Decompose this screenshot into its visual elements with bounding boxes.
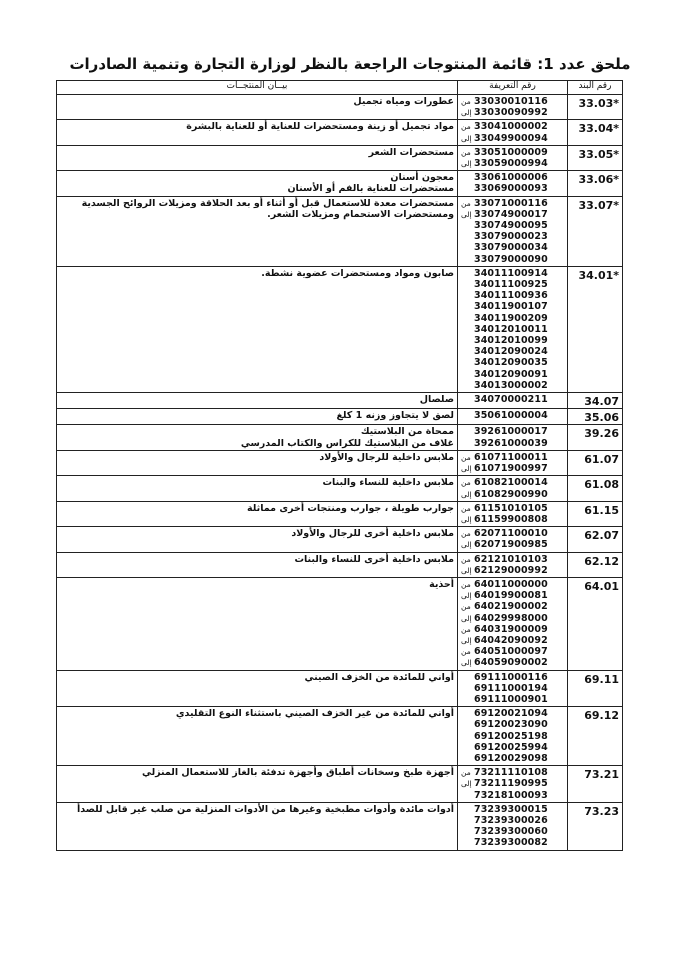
tariff-code: 69120025198 bbox=[474, 730, 548, 742]
tariff-code-line bbox=[461, 324, 564, 335]
range-prefix: من bbox=[461, 624, 471, 634]
tariff-codes bbox=[458, 552, 568, 577]
range-prefix: من bbox=[461, 602, 471, 612]
range-prefix: من bbox=[461, 529, 471, 539]
tariff-code: 69111000116 bbox=[474, 671, 548, 683]
tariff-code-line bbox=[461, 290, 564, 301]
header-tariff-code: رقم التعريفة bbox=[458, 81, 568, 95]
tariff-code-line bbox=[461, 635, 564, 646]
item-number: 33.06* bbox=[568, 171, 623, 196]
tariff-code: 33071000116 bbox=[474, 197, 548, 209]
item-number: 73.23 bbox=[568, 802, 623, 850]
tariff-code-line bbox=[461, 624, 564, 635]
tariff-codes bbox=[458, 120, 568, 145]
range-prefix bbox=[461, 438, 473, 449]
tariff-code: 34013000002 bbox=[474, 379, 548, 391]
tariff-codes bbox=[458, 95, 568, 120]
tariff-codes bbox=[458, 409, 568, 425]
tariff-code: 33051000009 bbox=[474, 146, 548, 158]
description-line: أواني للمائدة من الخزف الصيني bbox=[304, 671, 454, 683]
product-description bbox=[57, 196, 458, 266]
tariff-code: 34011900107 bbox=[474, 301, 548, 313]
description-line: صابون ومواد ومستحضرات عضوية نشطة. bbox=[261, 267, 454, 279]
document-title: ملحق عدد 1: قائمة المنتوجات الراجعة بالنظر لوزارة التجارة وتنمية الصادرات bbox=[69, 55, 631, 73]
range-prefix: إلى bbox=[461, 613, 472, 623]
tariff-code-line bbox=[461, 804, 564, 815]
item-number: 33.05* bbox=[568, 145, 623, 170]
item-number: 61.08 bbox=[568, 476, 623, 501]
table-header-row bbox=[57, 81, 623, 95]
table-row bbox=[57, 171, 623, 196]
tariff-codes bbox=[458, 577, 568, 670]
tariff-code-line bbox=[461, 815, 564, 826]
tariff-code: 64059090002 bbox=[474, 657, 548, 669]
range-prefix bbox=[461, 242, 473, 253]
range-prefix: إلى bbox=[461, 779, 472, 789]
tariff-code: 35061000004 bbox=[474, 410, 548, 422]
range-prefix bbox=[461, 410, 473, 421]
tariff-code: 33049900094 bbox=[474, 132, 548, 144]
tariff-code-line bbox=[461, 565, 564, 576]
tariff-code-line bbox=[461, 268, 564, 279]
range-prefix bbox=[461, 357, 473, 368]
tariff-codes bbox=[458, 171, 568, 196]
description-line: أدوات مائدة وأدوات مطبخية وغيرها من الأدوات المنزلية من صلب غير قابل للصدأ bbox=[77, 803, 454, 815]
product-description bbox=[57, 120, 458, 145]
tariff-code: 64011000000 bbox=[474, 578, 548, 590]
tariff-code-line bbox=[461, 463, 564, 474]
description-line: عطورات ومياه تجميل bbox=[353, 96, 454, 107]
item-number: 62.07 bbox=[568, 527, 623, 552]
tariff-codes bbox=[458, 266, 568, 392]
tariff-code-line bbox=[461, 172, 564, 183]
table-row bbox=[57, 766, 623, 803]
tariff-code: 69120029098 bbox=[474, 752, 548, 764]
item-number: 69.11 bbox=[568, 670, 623, 707]
tariff-code: 62129000992 bbox=[474, 564, 548, 576]
tariff-code-line bbox=[461, 279, 564, 290]
tariff-code: 64029998000 bbox=[474, 612, 548, 624]
range-prefix: من bbox=[461, 647, 471, 657]
range-prefix bbox=[461, 183, 473, 194]
range-prefix bbox=[461, 837, 473, 848]
product-description bbox=[57, 802, 458, 850]
tariff-code-line bbox=[461, 731, 564, 742]
range-prefix bbox=[461, 231, 473, 242]
tariff-code-line bbox=[461, 158, 564, 169]
tariff-codes bbox=[458, 670, 568, 707]
tariff-code: 33079000023 bbox=[474, 231, 548, 243]
tariff-code-line bbox=[461, 579, 564, 590]
tariff-code: 33074900095 bbox=[474, 220, 548, 232]
tariff-code: 34011100914 bbox=[474, 267, 548, 279]
tariff-code: 62071900985 bbox=[474, 539, 548, 551]
description-line: مواد تجميل أو زينة ومستحضرات للعناية أو للعناية بالبشرة bbox=[186, 121, 454, 133]
range-prefix bbox=[461, 731, 473, 742]
product-description bbox=[57, 95, 458, 120]
tariff-code: 73239300082 bbox=[474, 837, 548, 849]
range-prefix: إلى bbox=[461, 565, 472, 575]
range-prefix: إلى bbox=[461, 209, 472, 219]
range-prefix bbox=[461, 826, 473, 837]
description-line: ملابس داخلية للرجال والأولاد bbox=[319, 451, 454, 463]
product-description bbox=[57, 707, 458, 766]
tariff-code: 61082100014 bbox=[474, 477, 548, 489]
tariff-code-line bbox=[461, 313, 564, 324]
description-line: ممحاة من البلاستيك bbox=[360, 426, 454, 438]
item-number: 61.15 bbox=[568, 501, 623, 526]
range-prefix bbox=[461, 172, 473, 183]
tariff-code-line bbox=[461, 254, 564, 265]
tariff-codes bbox=[458, 393, 568, 409]
tariff-code-line bbox=[461, 489, 564, 500]
table-row bbox=[57, 802, 623, 850]
tariff-code: 69111000901 bbox=[474, 693, 548, 705]
tariff-code-line bbox=[461, 539, 564, 550]
tariff-code-line bbox=[461, 96, 564, 107]
tariff-code-line bbox=[461, 778, 564, 789]
tariff-code: 34070000211 bbox=[474, 394, 548, 406]
table-row bbox=[57, 95, 623, 120]
tariff-code-line bbox=[461, 837, 564, 848]
tariff-code-line bbox=[461, 335, 564, 346]
item-number: 33.04* bbox=[568, 120, 623, 145]
tariff-code-line bbox=[461, 242, 564, 253]
range-prefix bbox=[461, 324, 473, 335]
tariff-code-line bbox=[461, 477, 564, 488]
tariff-code-line bbox=[461, 410, 564, 421]
item-number: 33.03* bbox=[568, 95, 623, 120]
tariff-code-line bbox=[461, 590, 564, 601]
tariff-code: 34012090035 bbox=[474, 357, 548, 369]
product-description bbox=[57, 577, 458, 670]
tariff-code: 33069000093 bbox=[474, 183, 548, 195]
product-description bbox=[57, 670, 458, 707]
tariff-code: 61082900990 bbox=[474, 488, 548, 500]
tariff-code: 73218100093 bbox=[474, 789, 548, 801]
tariff-codes bbox=[458, 501, 568, 526]
tariff-code-line bbox=[461, 767, 564, 778]
tariff-code-line bbox=[461, 683, 564, 694]
tariff-code: 33061000006 bbox=[474, 172, 548, 184]
tariff-code: 64031900009 bbox=[474, 623, 548, 635]
tariff-code-line bbox=[461, 133, 564, 144]
table-row bbox=[57, 577, 623, 670]
product-description bbox=[57, 527, 458, 552]
tariff-code: 33030090992 bbox=[474, 107, 548, 119]
tariff-code-line bbox=[461, 346, 564, 357]
tariff-code-line bbox=[461, 147, 564, 158]
tariff-code: 33079000034 bbox=[474, 242, 548, 254]
products-table bbox=[56, 80, 623, 851]
header-item-number: رقم البند bbox=[568, 81, 623, 95]
tariff-code: 34012090091 bbox=[474, 368, 548, 380]
range-prefix: من bbox=[461, 147, 471, 157]
range-prefix bbox=[461, 279, 473, 290]
table-row bbox=[57, 501, 623, 526]
tariff-code: 69120023090 bbox=[474, 719, 548, 731]
table-row bbox=[57, 145, 623, 170]
range-prefix: من bbox=[461, 478, 471, 488]
tariff-code-line bbox=[461, 694, 564, 705]
range-prefix: إلى bbox=[461, 133, 472, 143]
range-prefix bbox=[461, 380, 473, 391]
tariff-code: 34012010099 bbox=[474, 335, 548, 347]
tariff-code-line bbox=[461, 452, 564, 463]
product-description bbox=[57, 425, 458, 450]
tariff-code: 61071100011 bbox=[474, 451, 548, 463]
table-row bbox=[57, 120, 623, 145]
range-prefix: إلى bbox=[461, 159, 472, 169]
range-prefix: إلى bbox=[461, 489, 472, 499]
product-description bbox=[57, 409, 458, 425]
tariff-code-line bbox=[461, 790, 564, 801]
tariff-code-line bbox=[461, 753, 564, 764]
description-line: غلاف من البلاستيك للكراس والكتاب المدرسي bbox=[240, 437, 454, 449]
range-prefix bbox=[461, 719, 473, 730]
range-prefix bbox=[461, 290, 473, 301]
tariff-code-line bbox=[461, 742, 564, 753]
range-prefix bbox=[461, 804, 473, 815]
tariff-code: 34012010011 bbox=[474, 323, 548, 335]
table-row bbox=[57, 266, 623, 392]
table-row bbox=[57, 670, 623, 707]
item-number: 34.07 bbox=[568, 393, 623, 409]
item-number: 69.12 bbox=[568, 707, 623, 766]
product-description bbox=[57, 145, 458, 170]
tariff-codes bbox=[458, 425, 568, 450]
range-prefix: إلى bbox=[461, 658, 472, 668]
tariff-code: 64042090092 bbox=[474, 634, 548, 646]
range-prefix bbox=[461, 815, 473, 826]
item-number: 34.01* bbox=[568, 266, 623, 392]
item-number: 73.21 bbox=[568, 766, 623, 803]
description-line: ملابس داخلية للنساء والبنات bbox=[322, 477, 454, 489]
description-line: صلصال bbox=[419, 394, 454, 406]
tariff-code-line bbox=[461, 708, 564, 719]
tariff-code: 34012090024 bbox=[474, 346, 548, 358]
tariff-code: 61159900808 bbox=[474, 513, 548, 525]
tariff-codes bbox=[458, 802, 568, 850]
tariff-code-line bbox=[461, 209, 564, 220]
tariff-code: 69111000194 bbox=[474, 682, 548, 694]
range-prefix: من bbox=[461, 768, 471, 778]
tariff-code: 64051000097 bbox=[474, 646, 548, 658]
item-number: 33.07* bbox=[568, 196, 623, 266]
product-description bbox=[57, 393, 458, 409]
range-prefix bbox=[461, 394, 473, 405]
description-line: ملابس داخلية أخرى للنساء والبنات bbox=[294, 553, 454, 565]
tariff-code: 34011100936 bbox=[474, 290, 548, 302]
range-prefix: إلى bbox=[461, 540, 472, 550]
tariff-code-line bbox=[461, 601, 564, 612]
tariff-code-line bbox=[461, 198, 564, 209]
range-prefix: من bbox=[461, 554, 471, 564]
tariff-code: 34011900209 bbox=[474, 312, 548, 324]
product-description bbox=[57, 501, 458, 526]
description-line: أحذية bbox=[429, 578, 454, 590]
tariff-code: 39261000017 bbox=[474, 426, 548, 438]
range-prefix bbox=[461, 268, 473, 279]
table-row bbox=[57, 196, 623, 266]
range-prefix bbox=[461, 426, 473, 437]
description-line: جوارب طويلة ، جوارب ومنتجات أخرى مماثلة bbox=[247, 502, 454, 514]
range-prefix bbox=[461, 301, 473, 312]
product-description bbox=[57, 552, 458, 577]
tariff-code-line bbox=[461, 369, 564, 380]
tariff-codes bbox=[458, 145, 568, 170]
range-prefix bbox=[461, 790, 473, 801]
range-prefix: إلى bbox=[461, 591, 472, 601]
tariff-code-line bbox=[461, 514, 564, 525]
tariff-code: 39261000039 bbox=[474, 437, 548, 449]
range-prefix bbox=[461, 753, 473, 764]
tariff-code: 62121010103 bbox=[474, 553, 548, 565]
tariff-code-line bbox=[461, 554, 564, 565]
description-line: مستحضرات معدة للاستعمال قبل أو أثناء أو بعد الحلاقة ومزيلات الروائح الجسدية ومستحضرات الاستحمام ومزيلات الشعر. bbox=[81, 197, 454, 220]
tariff-code: 73211190995 bbox=[474, 778, 548, 790]
tariff-codes bbox=[458, 527, 568, 552]
tariff-code: 73211110108 bbox=[474, 767, 548, 779]
tariff-code-line bbox=[461, 657, 564, 668]
item-number: 62.12 bbox=[568, 552, 623, 577]
tariff-code: 33079000090 bbox=[474, 253, 548, 265]
header-product-description: بيــان المنتجــات bbox=[57, 81, 458, 95]
range-prefix: من bbox=[461, 97, 471, 106]
tariff-code-line bbox=[461, 107, 564, 118]
range-prefix: من bbox=[461, 503, 471, 513]
range-prefix bbox=[461, 672, 473, 683]
tariff-code-line bbox=[461, 301, 564, 312]
tariff-code: 62071100010 bbox=[474, 528, 548, 540]
range-prefix bbox=[461, 694, 473, 705]
product-description bbox=[57, 476, 458, 501]
tariff-code-line bbox=[461, 613, 564, 624]
tariff-code-line bbox=[461, 357, 564, 368]
description-line: معجون أسنان bbox=[390, 172, 454, 184]
range-prefix bbox=[461, 220, 473, 231]
product-description bbox=[57, 171, 458, 196]
item-number: 61.07 bbox=[568, 450, 623, 475]
tariff-code-line bbox=[461, 503, 564, 514]
tariff-code: 64019900081 bbox=[474, 590, 548, 602]
range-prefix bbox=[461, 683, 473, 694]
range-prefix bbox=[461, 346, 473, 357]
table-row bbox=[57, 476, 623, 501]
tariff-code: 61071900997 bbox=[474, 463, 548, 475]
range-prefix: من bbox=[461, 452, 471, 462]
range-prefix: إلى bbox=[461, 464, 472, 474]
tariff-code: 73239300015 bbox=[474, 803, 548, 815]
description-line: مستحضرات للعناية بالفم أو الأسنان bbox=[287, 183, 454, 195]
range-prefix bbox=[461, 335, 473, 346]
tariff-code-line bbox=[461, 183, 564, 194]
tariff-code-line bbox=[461, 719, 564, 730]
tariff-codes bbox=[458, 707, 568, 766]
table-row bbox=[57, 425, 623, 450]
table-row bbox=[57, 527, 623, 552]
tariff-code: 61151010105 bbox=[474, 502, 548, 514]
range-prefix: إلى bbox=[461, 514, 472, 524]
tariff-codes bbox=[458, 450, 568, 475]
tariff-code-line bbox=[461, 438, 564, 449]
range-prefix bbox=[461, 708, 473, 719]
tariff-code: 69120021094 bbox=[474, 708, 548, 720]
range-prefix bbox=[461, 254, 473, 265]
tariff-code: 64021900002 bbox=[474, 601, 548, 613]
product-description bbox=[57, 766, 458, 803]
range-prefix: إلى bbox=[461, 108, 472, 118]
description-line: ملابس داخلية أخرى للرجال والأولاد bbox=[291, 528, 454, 540]
tariff-code: 73239300026 bbox=[474, 814, 548, 826]
tariff-code-line bbox=[461, 528, 564, 539]
tariff-code: 34011100925 bbox=[474, 279, 548, 291]
tariff-codes bbox=[458, 476, 568, 501]
range-prefix bbox=[461, 369, 473, 380]
tariff-code: 33041000002 bbox=[474, 121, 548, 133]
description-line: مستحضرات الشعر bbox=[368, 146, 454, 158]
range-prefix: إلى bbox=[461, 635, 472, 645]
table-row bbox=[57, 552, 623, 577]
description-line: أجهزة طبخ وسخانات أطباق وأجهزة تدفئة بالغاز للاستعمال المنزلي bbox=[141, 767, 454, 779]
item-number: 64.01 bbox=[568, 577, 623, 670]
tariff-code-line bbox=[461, 394, 564, 405]
description-line: أواني للمائدة من غير الخزف الصيني باستثناء النوع التقليدي bbox=[175, 708, 454, 720]
range-prefix bbox=[461, 313, 473, 324]
tariff-code-line bbox=[461, 220, 564, 231]
tariff-code-line bbox=[461, 646, 564, 657]
tariff-codes bbox=[458, 196, 568, 266]
tariff-code: 73239300060 bbox=[474, 826, 548, 838]
tariff-code: 33030010116 bbox=[474, 96, 548, 107]
tariff-code: 69120025994 bbox=[474, 741, 548, 753]
range-prefix: من bbox=[461, 579, 471, 589]
item-number: 39.26 bbox=[568, 425, 623, 450]
tariff-code-line bbox=[461, 672, 564, 683]
tariff-code-line bbox=[461, 231, 564, 242]
table-row bbox=[57, 450, 623, 475]
range-prefix bbox=[461, 742, 473, 753]
item-number: 35.06 bbox=[568, 409, 623, 425]
range-prefix: من bbox=[461, 198, 471, 208]
tariff-code: 33074900017 bbox=[474, 208, 548, 220]
tariff-code-line bbox=[461, 826, 564, 837]
range-prefix: من bbox=[461, 122, 471, 132]
tariff-codes bbox=[458, 766, 568, 803]
tariff-code: 33059000994 bbox=[474, 158, 548, 170]
table-row bbox=[57, 409, 623, 425]
description-line: لصق لا يتجاوز وزنه 1 كلغ bbox=[336, 410, 454, 422]
tariff-code-line bbox=[461, 380, 564, 391]
tariff-code-line bbox=[461, 121, 564, 132]
table-row bbox=[57, 393, 623, 409]
tariff-code-line bbox=[461, 426, 564, 437]
table-row bbox=[57, 707, 623, 766]
product-description bbox=[57, 450, 458, 475]
product-description bbox=[57, 266, 458, 392]
